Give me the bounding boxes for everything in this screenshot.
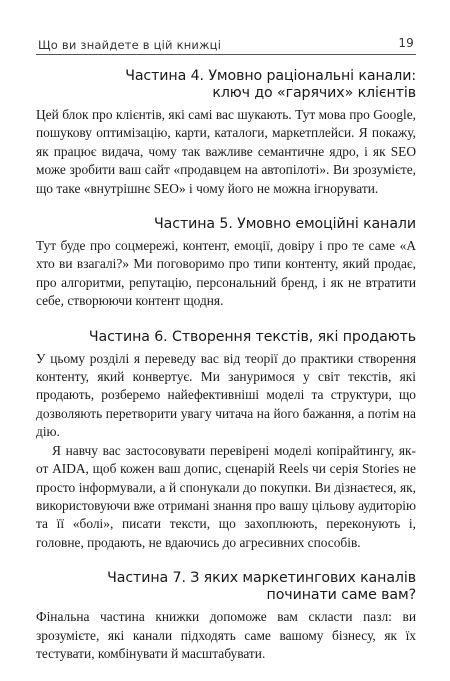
section-part-7 (36, 570, 416, 663)
section-heading (36, 570, 416, 604)
section-heading (36, 216, 416, 233)
heading-line: Частина 5. Умовно емоційні канали (154, 216, 416, 233)
heading-line: ключ до «гарячих» клієнтів (212, 85, 416, 101)
heading-line: починати саме вам? (266, 587, 416, 604)
running-head-title: Що ви знайдете в цій книжці (38, 38, 222, 52)
page-number: 19 (398, 36, 414, 50)
paragraph: Цей блок про клієнтів, які самі вас шукають. Тут мова про Google, пошукову оптимізацію, карти, каталоги, маркетплейси. Я покажу, як працює видача, чому так важливе семантичне ядро, і як SEO може зробити ваш сайт «продавцем на автопілоті». Ви зрозумієте, що таке «внутрішнє SEO» і чому його не можна ігнорувати. (36, 107, 416, 196)
heading-line: Частина 7. З яких маркетингових каналів (107, 570, 416, 587)
section-part-6 (36, 329, 416, 552)
section-part-5 (36, 216, 416, 311)
section-heading (36, 329, 416, 346)
running-head (36, 36, 416, 55)
paragraph: Я навчу вас застосовувати перевірені моделі копірайтингу, як-от AIDA, щоб кожен ваш допис, сценарій Reels чи серія Stories не просто інформували, а й спонукали до покупки. Ви дізнаєтеся, як, використовуючи вже отримані знання про вашу цільову аудиторію та її «болі», писати тексти, що захоплюють, переконують і, головне, продають, не вдаючись до агресивних способів. (36, 442, 416, 550)
paragraph: Фінальна частина книжки допоможе вам скласти пазл: ви зрозумієте, які канали підходять саме вашому бізнесу, як їх тестувати, комбінувати й масштабувати. (36, 609, 416, 661)
section-heading (36, 68, 416, 102)
heading-line: Частина 6. Створення текстів, які продають (88, 328, 416, 345)
paragraph: У цьому розділі я переведу вас від теорії до практики створення контенту, який конвертує. Ми зануримося у світ текстів, які продають, розберемо найефективніші моделі та структури, що дозволяють перетворити увагу читача на його бажання, а потім на дію. (36, 350, 416, 440)
section-part-4 (36, 68, 416, 198)
paragraph: Тут буде про соцмережі, контент, емоції, довіру і про те саме «А хто ви взагалі?» Ми поговоримо про типи контенту, який продає, про алгоритми, репутацію, персональний бренд, і як не втратити себе, створюючи контент щодня. (36, 238, 416, 309)
page-content (36, 68, 416, 681)
heading-line: Частина 4. Умовно раціональні канали: (125, 68, 416, 84)
